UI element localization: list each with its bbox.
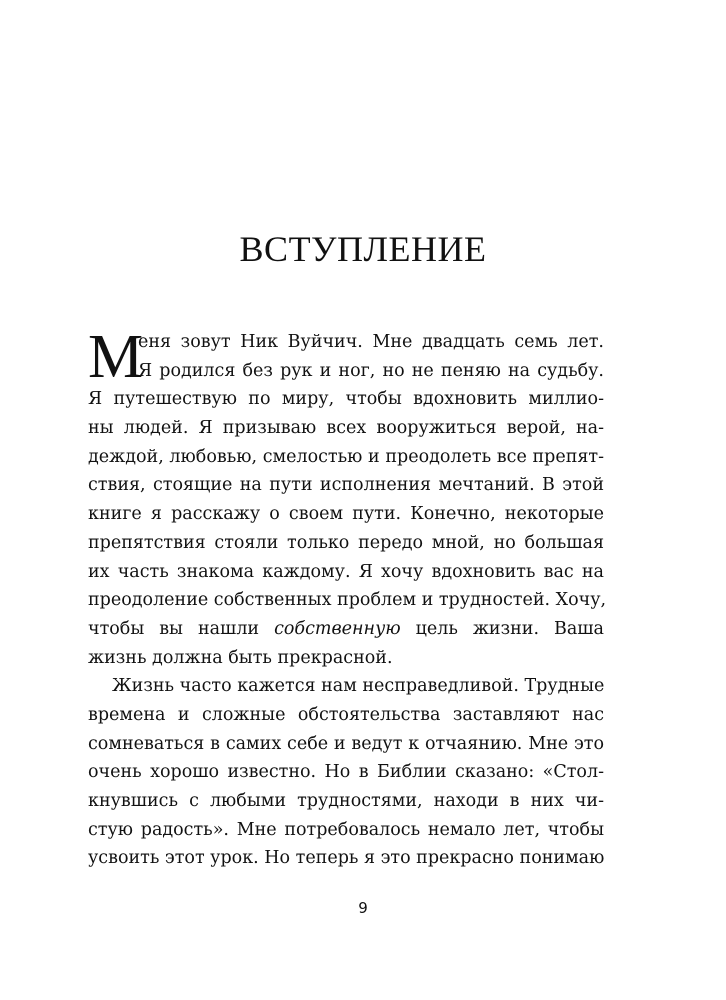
text-line: книге я расскажу о своем пути. Конечно, некоторые: [88, 504, 604, 525]
text-line: времена и сложные обстоятельства заставляют нас: [88, 704, 604, 725]
text-line: Жизнь часто кажется нам несправедливой. Трудные: [112, 676, 605, 697]
page-number: 9: [358, 899, 368, 917]
text-line: Я родился без рук и ног, но не пеняю на судьбу.: [138, 360, 604, 381]
text-line: ны людей. Я призываю всех вооружиться верой, на-: [88, 418, 604, 439]
text-line: преодоление собственных проблем и трудностей. Хочу,: [88, 590, 607, 611]
text-line: усвоить этот урок. Но теперь я это прекрасно понимаю: [88, 848, 605, 869]
chapter-title: ВСТУПЛЕНИЕ: [239, 229, 487, 269]
text-line-emphasis: [88, 615, 604, 644]
emphasized-word: собственную: [274, 618, 401, 639]
text-line: кнувшись с любыми трудностями, находи в них чи-: [88, 791, 604, 811]
text-line: деждой, любовью, смелостью и преодолеть все препят-: [88, 446, 604, 467]
body-text: [88, 323, 607, 873]
drop-cap: М: [88, 323, 144, 391]
text-line: их часть знакома каждому. Я хочу вдохновить вас на: [88, 561, 604, 582]
text-line: сомневаться в самих себе и ведут к отчаянию. Мне это: [88, 733, 604, 754]
text-line: ствия, стоящие на пути исполнения мечтаний. В этой: [88, 475, 604, 496]
text-segment: чтобы вы нашли: [88, 618, 260, 639]
text-line: Я путешествую по миру, чтобы вдохновить миллио-: [88, 389, 604, 410]
text-line: жизнь должна быть прекрасной.: [88, 647, 393, 668]
text-line: препятствия стояли только передо мной, но большая: [88, 532, 604, 553]
text-line: стую радость». Мне потребовалось немало лет, чтобы: [88, 819, 604, 840]
text-line: очень хорошо известно. Но в Библии сказано: «Стол-: [88, 762, 604, 783]
text-segment: цель жизни. Ваша: [415, 618, 604, 639]
text-line: еня зовут Ник Вуйчич. Мне двадцать семь лет.: [138, 332, 604, 352]
